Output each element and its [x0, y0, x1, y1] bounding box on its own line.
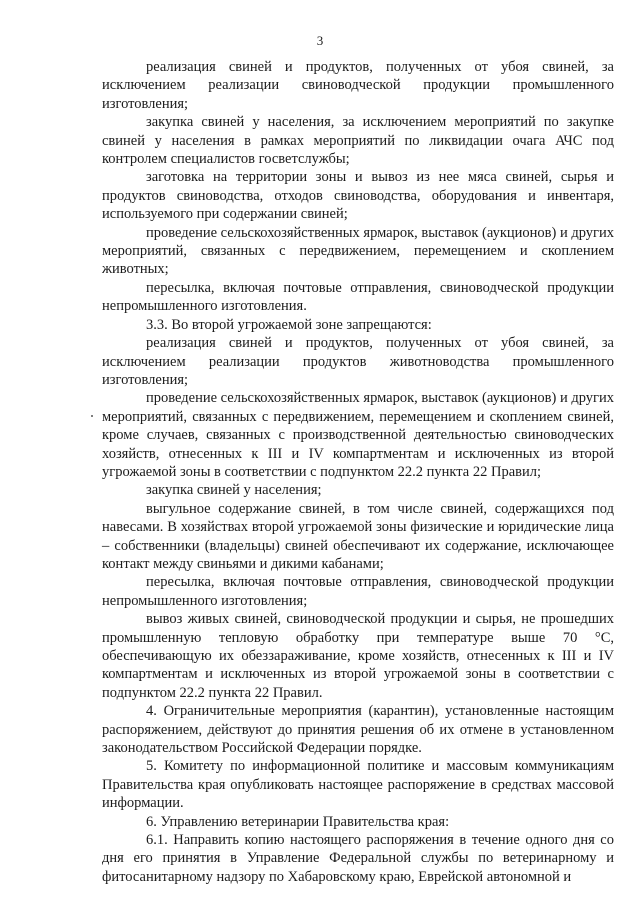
- paragraph: реализация свиней и продуктов, полученных от убоя свиней, за исключением реализации свиноводческой продукции промышленного изготовления;: [102, 59, 614, 112]
- section-heading: 3.3. Во второй угрожаемой зоне запрещаются:: [146, 316, 432, 333]
- paragraph: выгульное содержание свиней, в том числе свиней, содержащихся под навесами. В хозяйствах второй угрожаемой зоны физические и юридические лица – собственники (владельцы) свиней обеспечивают их содержание, исключающее контакт между свиньями и дикими кабанами;: [102, 500, 614, 572]
- margin-mark: [91, 415, 93, 417]
- paragraph: 6. Управлению ветеринарии Правительства края:: [146, 813, 450, 830]
- paragraph: проведение сельскохозяйственных ярмарок, выставок (аукционов) и других мероприятий, связанных с передвижением, перемещением и скоплением свиней, кроме случаев, связанных с производственной деятельностью свиноводческих хозяйств, отнесенных к III и IV компартментам и исключенных из второй угрожаемой зоны в соответствии с подпунктом 22.2 пункта 22 Правил;: [102, 390, 614, 480]
- paragraph: вывоз живых свиней, свиноводческой продукции и сырья, не прошедших промышленную тепловую обработку при температуре выше 70 °С, обеспечивающую их обеззараживание, кроме хозяйств, отнесенных к III и IV компартментам и исключенных из второй угрожаемой зоны в соответствии с подпунктом 22.2 пункта 22 Правил.: [102, 611, 614, 701]
- document-body: [102, 58, 614, 886]
- paragraph: 5. Комитету по информационной политике и массовым коммуникациям Правительства края опубликовать настоящее распоряжение в средствах массовой информации.: [102, 758, 614, 812]
- paragraph: 6.1. Направить копию настоящего распоряжения в течение одного дня со дня его принятия в Управление Федеральной службы по ветеринарному и фитосанитарному надзору по Хабаровскому краю, Еврейской автономной и: [102, 832, 614, 885]
- paragraph: пересылка, включая почтовые отправления, свиноводческой продукции непромышленного изготовления;: [102, 574, 614, 609]
- paragraph: реализация свиней и продуктов, полученных от убоя свиней, за исключением реализации продуктов животноводства промышленного изготовления;: [102, 335, 614, 388]
- paragraph: закупка свиней у населения, за исключением мероприятий по закупке свиней у населения в рамках мероприятий по ликвидации очага АЧС под контролем специалистов госветслужбы;: [102, 114, 614, 168]
- paragraph: 4. Ограничительные мероприятия (карантин), установленные настоящим распоряжением, действуют до принятия решения об их отмене в установленном законодательством Российской Федерации порядке.: [102, 703, 614, 757]
- paragraph: закупка свиней у населения;: [146, 482, 322, 499]
- paragraph: заготовка на территории зоны и вывоз из нее мяса свиней, сырья и продуктов свиноводства, отходов свиноводства, оборудования и инвентаря, используемого при содержании свиней;: [102, 169, 614, 223]
- page-number: 3: [316, 33, 324, 48]
- paragraph: пересылка, включая почтовые отправления, свиноводческой продукции непромышленного изготовления.: [102, 279, 614, 315]
- paragraph: проведение сельскохозяйственных ярмарок, выставок (аукционов) и других мероприятий, связанных с передвижением, перемещением и скоплением животных;: [102, 224, 614, 278]
